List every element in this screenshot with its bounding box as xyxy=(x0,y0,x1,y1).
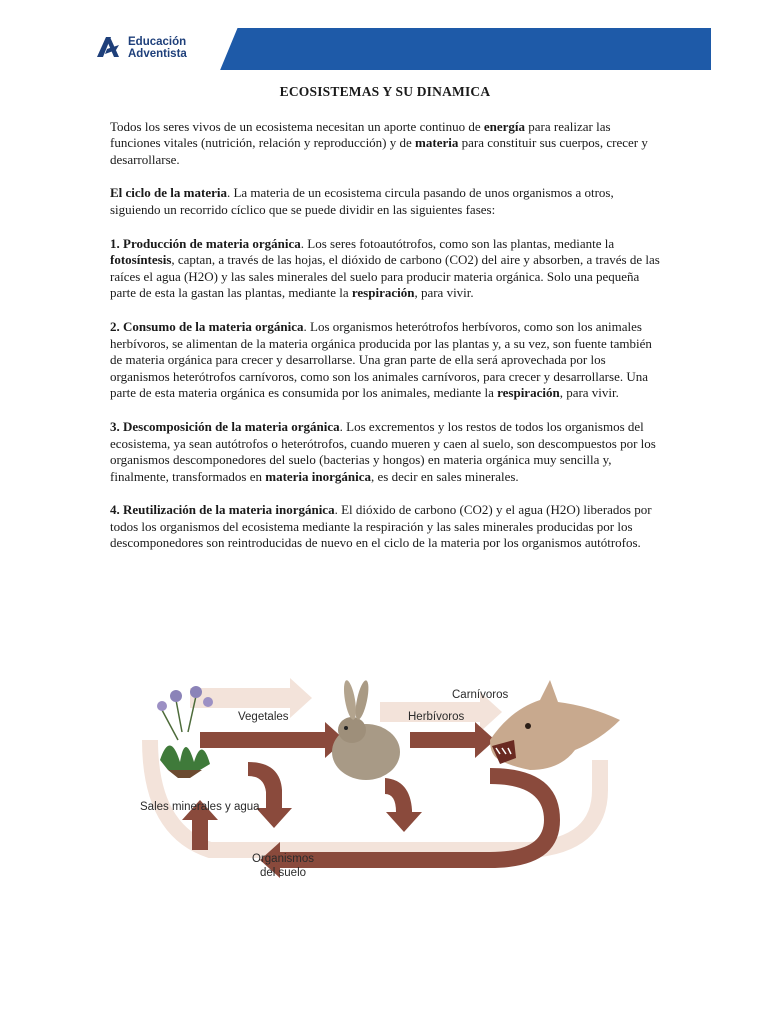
intro-text-3: para constituir sus cuerpos, crecer y desarrollarse. xyxy=(110,135,648,167)
fase1-bold-respiracion: respiración xyxy=(351,285,415,301)
fase2-text-1: . Los organismos heterótrofos herbívoros, como son los animales herbívoros, se alimentan de la materia orgánica producida por las plantas y, a su vez, son fuente también de materia orgánica para crecer y desarrollarse. Una gran parte de ella será aprovechada por los organismos heterótrofos carnívoros, como son los animales carnívoros, para crecer y desarrollarse. Una parte de esta materia orgánica es consumida por los animales, mediante la xyxy=(110,318,652,401)
ciclo-paragraph xyxy=(110,185,660,218)
fase4-paragraph xyxy=(110,502,660,552)
logo-line-1: Educación xyxy=(128,36,187,48)
label-herbivoros: Herbívoros xyxy=(408,711,465,723)
arrow-vegetales-herbivoros xyxy=(200,722,345,758)
fase2-bold-respiracion: respiración xyxy=(497,385,560,401)
fase3-text-2: , es decir en sales minerales. xyxy=(371,468,519,484)
document-title: ECOSISTEMAS Y SU DINAMICA xyxy=(279,84,491,99)
document-body xyxy=(110,84,660,569)
fase1-text-3: , para vivir. xyxy=(414,285,474,301)
fase3-bold-materia-inorganica: materia inorgánica xyxy=(265,468,372,484)
label-del-suelo: del suelo xyxy=(260,867,307,879)
ciclo-heading: El ciclo de la materia xyxy=(110,185,227,201)
fase1-heading: 1. Producción de materia orgánica xyxy=(110,235,301,251)
logo-wordmark xyxy=(128,36,187,60)
arrow-herbivoros-down xyxy=(385,778,422,832)
label-carnivoros: Carnívoros xyxy=(452,689,509,701)
ciclo-text: . La materia de un ecosistema circula pasando de unos organismos a otros, siguiendo un recorrido cíclico que se puede dividir en las siguientes fases: xyxy=(110,185,614,217)
matter-cycle-diagram xyxy=(130,670,630,890)
fase1-bold-fotosintesis: fotosíntesis xyxy=(110,252,172,268)
fase1-paragraph xyxy=(110,236,660,302)
fase2-paragraph xyxy=(110,319,660,402)
fase3-text-1: . Los excrementos y los restos de todos los organismos del ecosistema, ya sean autótrofos o heterótrofos, cuando mueren y caen al suelo, son descompuestos por los organismos descomponedores del suelo (bacterias y hongos) en materia orgánica muy sencilla y, finalmente, transformados en xyxy=(110,418,656,484)
fase4-heading: 4. Reutilización de la materia inorgánica xyxy=(110,502,335,518)
logo-line-2: Adventista xyxy=(128,48,187,60)
fox-illustration xyxy=(490,680,620,770)
intro-text-1: Todos los seres vivos de un ecosistema necesitan un aporte continuo de xyxy=(110,118,484,134)
intro-text-2: para realizar las funciones vitales (nutrición, relación y reproducción) y de xyxy=(110,118,611,151)
intro-bold-materia: materia xyxy=(415,135,459,151)
logo-icon xyxy=(95,36,121,58)
fase3-heading: 3. Descomposición de la materia orgánica xyxy=(110,418,340,434)
intro-bold-energia: energía xyxy=(483,118,525,134)
fase1-text-2: , captan, a través de las hojas, el dióxido de carbono (CO2) del aire y absorben, a través de las raíces el agua (H2O) y las sales minerales del suelo para producir materia orgánica. Solo una pequeña parte de esta la gastan las plantas, mediante la xyxy=(110,252,660,301)
intro-paragraph xyxy=(110,119,660,169)
fase2-text-2: , para vivir. xyxy=(559,385,619,401)
fase4-text-1: . El dióxido de carbono (CO2) y el agua (H2O) liberados por todos los organismos del ecosistema mediante la respiración y las sales minerales producidas por los descomponedores son reintroducidas de nuevo en el ciclo de la materia por los organismos autótrofos. xyxy=(110,502,652,551)
fase2-heading: 2. Consumo de la materia orgánica xyxy=(110,318,304,334)
label-organismos: Organismos xyxy=(252,853,314,865)
fase3-paragraph xyxy=(110,419,660,485)
rabbit-illustration xyxy=(332,679,400,780)
label-vegetales: Vegetales xyxy=(238,711,289,723)
fase1-text-1: . Los seres fotoautótrofos, como son las plantas, mediante la xyxy=(300,235,615,251)
label-sales-minerales: Sales minerales y agua xyxy=(140,801,260,813)
arrow-vegetales-down xyxy=(248,762,292,828)
